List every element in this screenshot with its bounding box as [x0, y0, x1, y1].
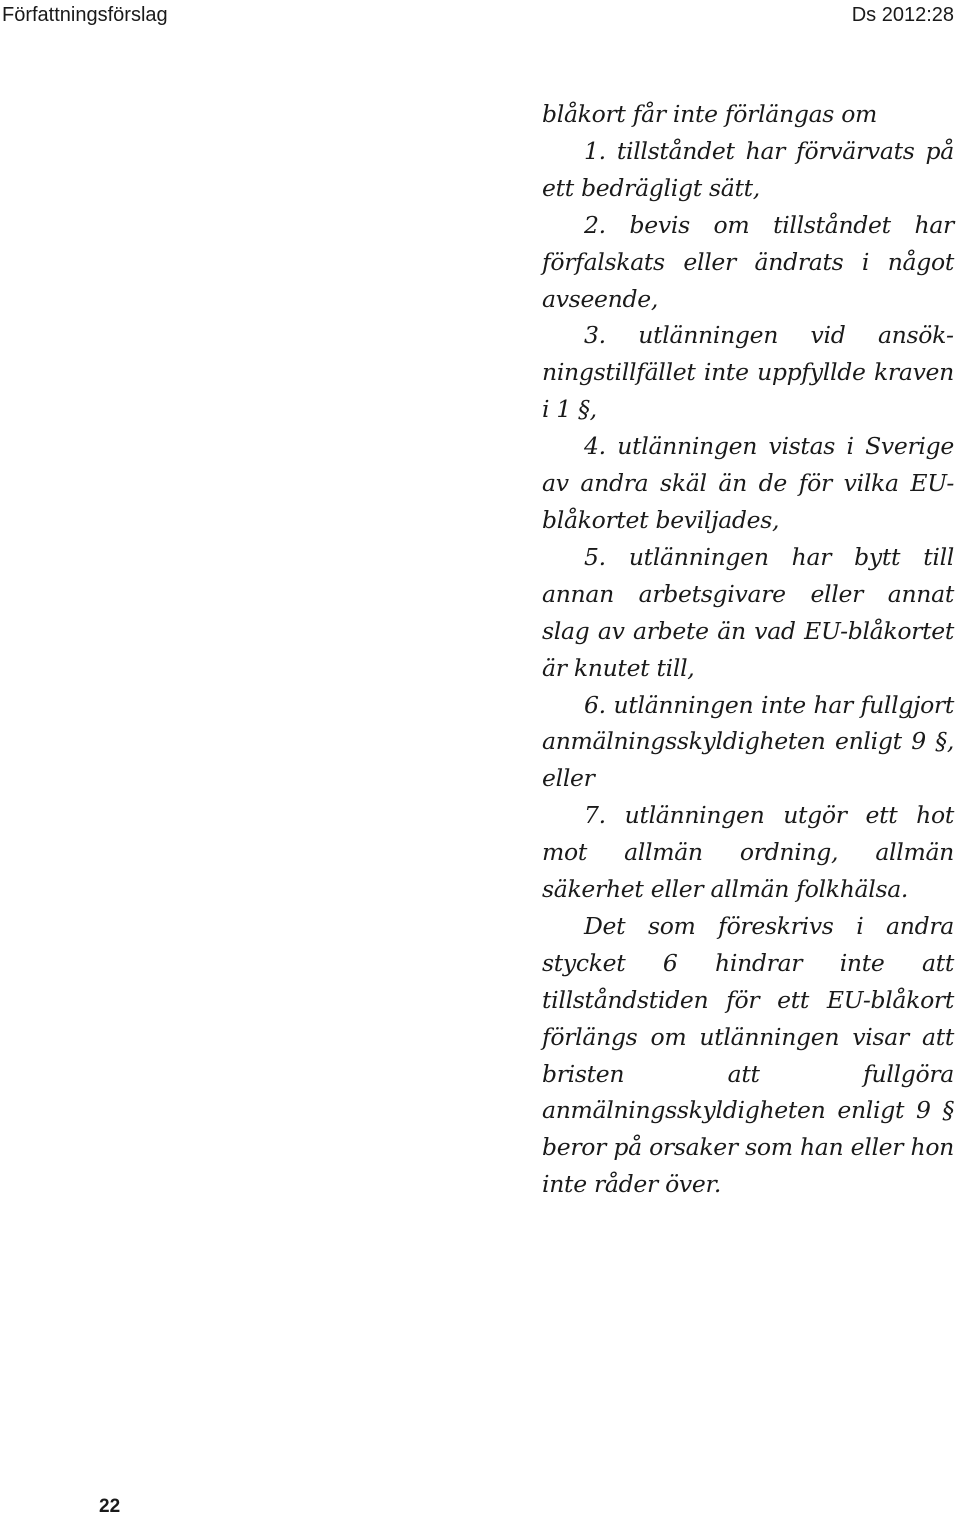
list-item-5: 5. utlänningen har bytt till annan arbetsgivare eller annat slag av arbete än vad EU-blåkortet är knutet till, [542, 542, 954, 682]
list-item-4: 4. utlänningen vistas i Sverige av andra skäl än de för vilka EU-blåkortet beviljades, [542, 432, 954, 534]
list-item-1: 1. tillståndet har förvärvats på ett bedrägligt sätt, [542, 136, 954, 202]
statute-text-column [542, 96, 954, 1203]
paragraph-exception: Det som föreskrivs i andra stycket 6 hindrar inte att tillståndstiden för ett EU-blåkort förlängs om utlänningen visar att bristen att fullgöra anmälningsskyldigheten enligt 9 § beror på orsaker som han eller hon inte råder över. [542, 911, 954, 1199]
paragraph-intro-continuation: blåkort får inte förlängas om [542, 100, 878, 128]
list-item-3: 3. utlänningen vid ansökningstillfället inte uppfyllde kraven i 1 §, [542, 321, 954, 424]
running-header-document-id: Ds 2012:28 [851, 4, 954, 26]
page-number: 22 [99, 1496, 121, 1517]
list-item-7: 7. utlänningen utgör ett hot mot allmän ordning, allmän säkerhet eller allmän folkhälsa. [542, 801, 954, 904]
list-item-6: 6. utlänningen inte har fullgjort anmälningsskyldigheten enligt 9 §, eller [542, 690, 954, 793]
list-item-2: 2. bevis om tillståndet har förfalskats eller ändrats i något avseende, [542, 210, 954, 313]
running-header-title: Författningsförslag [2, 4, 168, 26]
